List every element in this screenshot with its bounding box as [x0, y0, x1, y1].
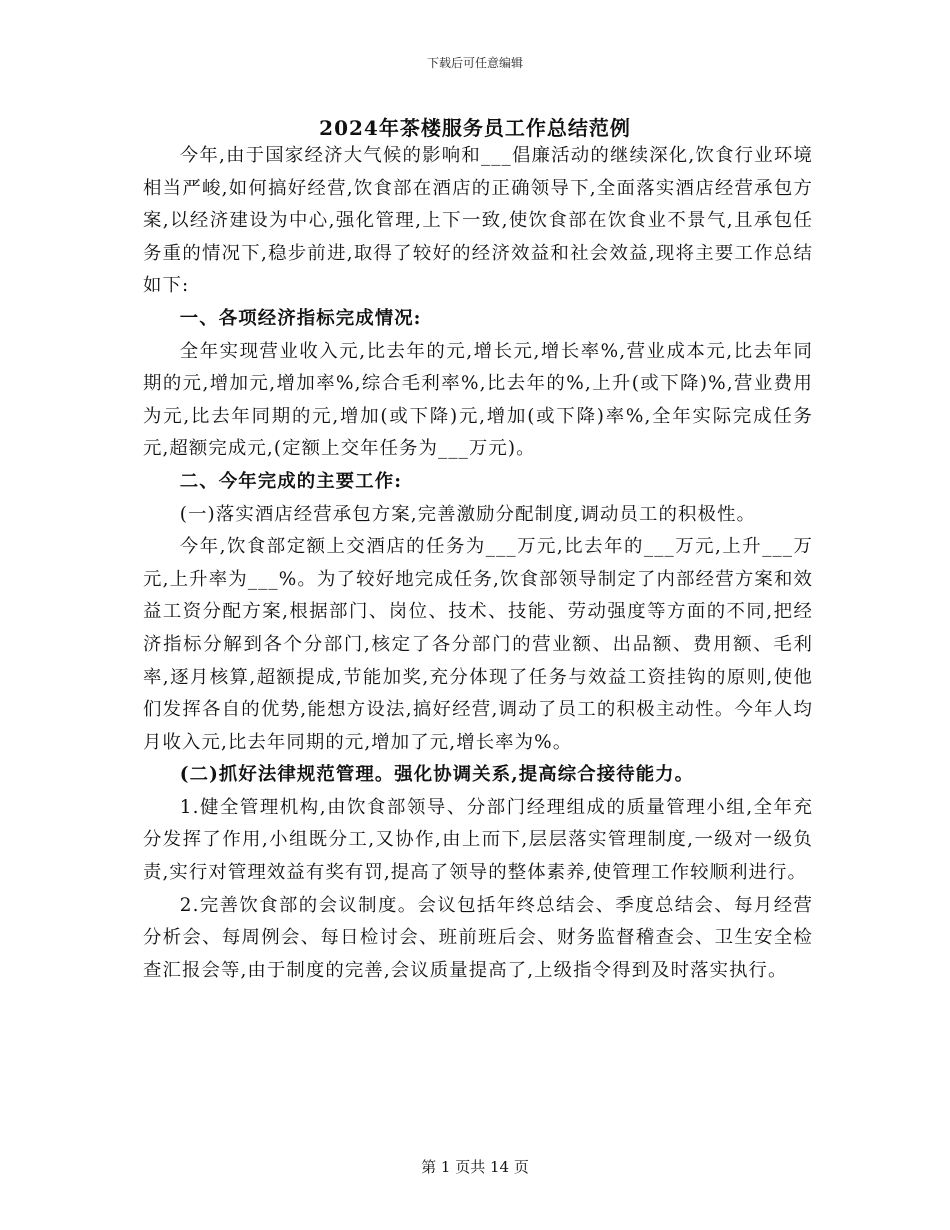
document-body: [143, 140, 813, 987]
section-heading-2: 二、今年完成的主要工作:: [179, 470, 403, 492]
page-footer: 第 1 页共 14 页: [421, 1158, 529, 1176]
paragraph-item-1: 1.健全管理机构,由饮食部领导、分部门经理组成的质量管理小组,全年充分发挥了作用,小组既分工,又协作,由上而下,层层落实管理制度,一级对一级负责,实行对管理效益有奖有罚,提高了领导的整体素养,使管理工作较顺利进行。: [143, 796, 813, 884]
paragraph-tasks: 今年,饮食部定额上交酒店的任务为___万元,比去年的___万元,上升___万元,上升率为___%。为了较好地完成任务,饮食部领导制定了内部经营方案和效益工资分配方案,根据部门、岗位、技术、技能、劳动强度等方面的不同,把经济指标分解到各个分部门,核定了各分部门的营业额、出品额、费用额、毛利率,逐月核算,超额提成,节能加奖,充分体现了任务与效益工资挂钩的原则,使他们发挥各自的优势,能想方设法,搞好经营,调动了员工的积极主动性。今年人均月收入元,比去年同期的元,增加了元,增长率为%。: [143, 536, 813, 753]
section-heading-1: 一、各项经济指标完成情况:: [179, 307, 422, 329]
subsection-heading-1: (一)落实酒店经营承包方案,完善激励分配制度,调动员工的积极性。: [179, 503, 756, 525]
paragraph-item-2: 2.完善饮食部的会议制度。会议包括年终总结会、季度总结会、每月经营分析会、每周例会、每日检讨会、班前班后会、财务监督稽查会、卫生安全检查汇报会等,由于制度的完善,会议质量提高了,上级指令得到及时落实执行。: [143, 894, 813, 981]
header-note: 下载后可任意编辑: [426, 56, 523, 70]
paragraph-indicators: 全年实现营业收入元,比去年的元,增长元,增长率%,营业成本元,比去年同期的元,增加元,增加率%,综合毛利率%,比去年的%,上升(或下降)%,营业费用为元,比去年同期的元,增加(或下降)元,增加(或下降)率%,全年实际完成任务元,超额完成元,(定额上交年任务为___万元)。: [143, 340, 813, 460]
subsection-heading-2: (二)抓好法律规范管理。强化协调关系,提高综合接待能力。: [179, 764, 695, 786]
document-title: 2024年茶楼服务员工作总结范例: [319, 116, 631, 140]
paragraph-intro: 今年,由于国家经济大气候的影响和___倡廉活动的继续深化,饮食行业环境相当严峻,如何搞好经营,饮食部在酒店的正确领导下,全面落实酒店经营承包方案,以经济建设为中心,强化管理,上下一致,使饮食部在饮食业不景气,且承包任务重的情况下,稳步前进,取得了较好的经济效益和社会效益,现将主要工作总结如下:: [143, 145, 813, 297]
